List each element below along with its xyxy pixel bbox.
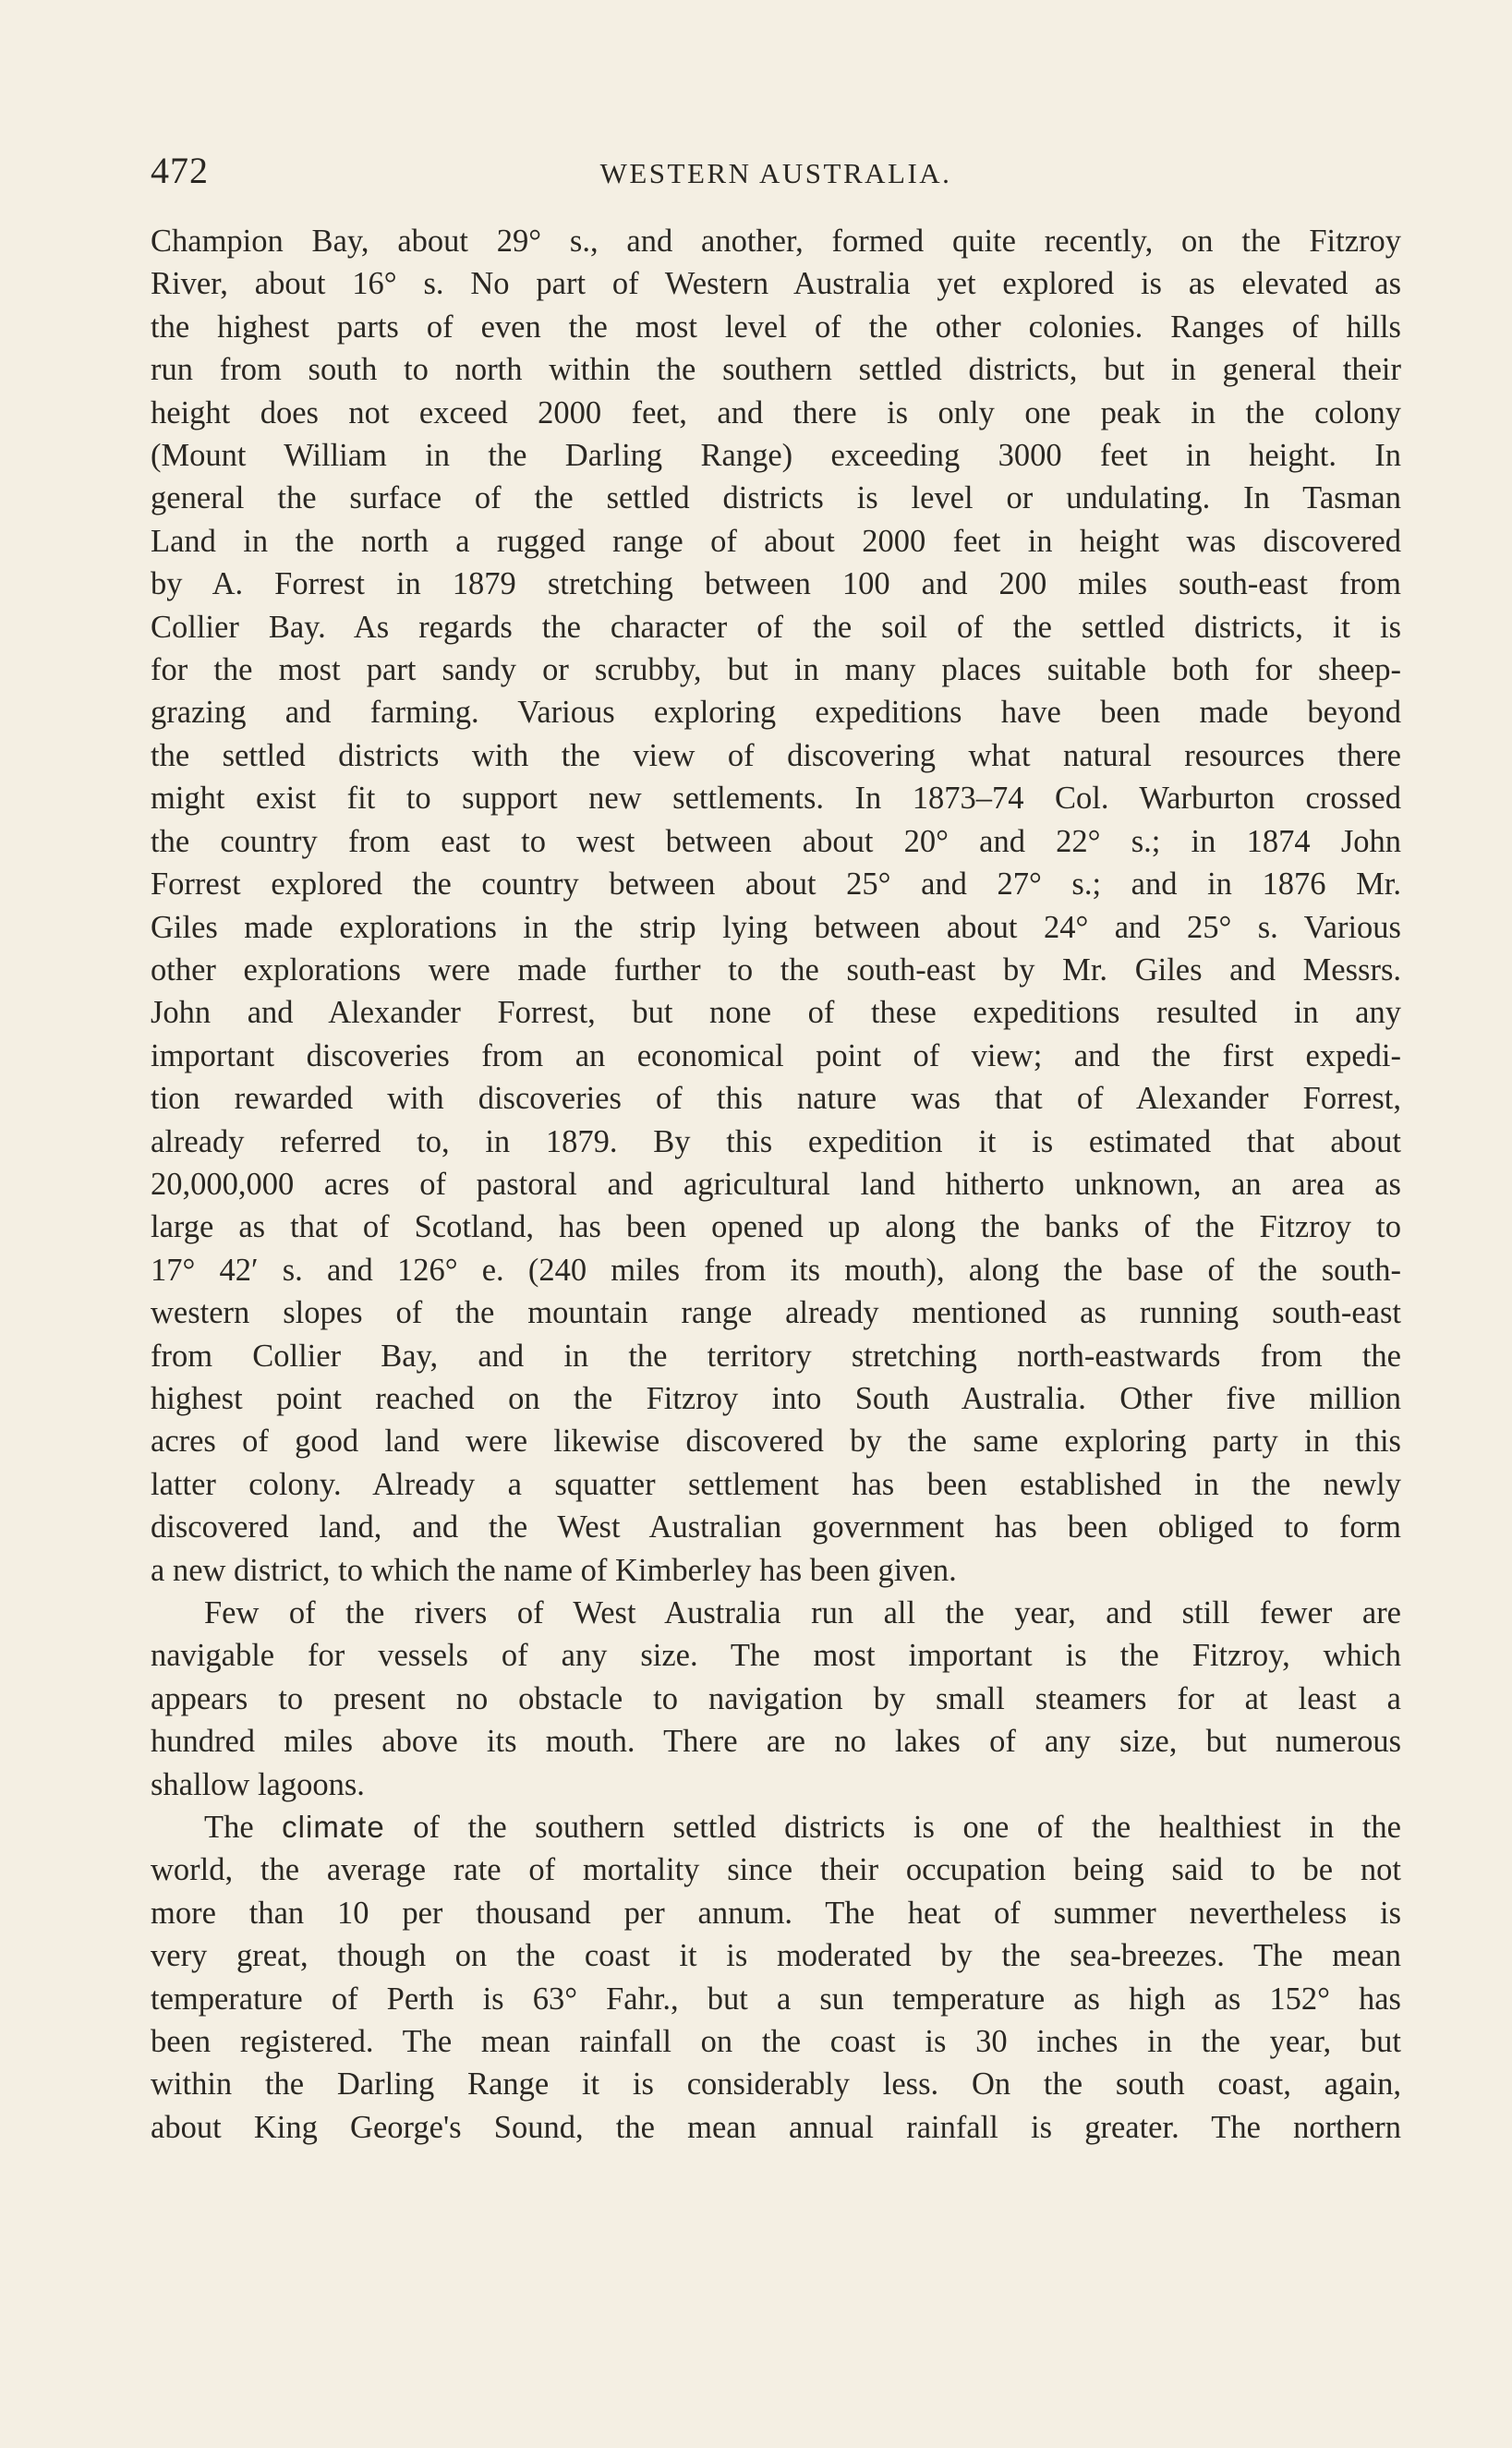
text-line: within the Darling Range it is considerably less. On the south coast, again, — [151, 2066, 1401, 2103]
text-line: highest point reached on the Fitzroy into South Australia. Other five million — [151, 1380, 1401, 1416]
climate-keyword: climate — [282, 1810, 385, 1845]
text-line: hundred miles above its mouth. There are no lakes of any size, but numerous — [151, 1724, 1401, 1760]
text-line: Giles made explorations in the strip lying between about 24° and 25° s. Various — [151, 909, 1401, 945]
text-line: acres of good land were likewise discovered by the same exploring party in this — [151, 1424, 1401, 1460]
text-line: world, the average rate of mortality since their occupation being said to be not — [151, 1852, 1401, 1888]
text-line-climate — [151, 1806, 1401, 1848]
text-line: latter colony. Already a squatter settlement has been established in the newly — [151, 1466, 1401, 1502]
text-line: navigable for vessels of any size. The most important is the Fitzroy, which — [151, 1638, 1401, 1674]
text-line: Land in the north a rugged range of about 2000 feet in height was discovered — [151, 523, 1401, 559]
text-line: height does not exceed 2000 feet, and there is only one peak in the colony — [151, 394, 1401, 430]
text-line: Few of the rivers of West Australia run all the year, and still fewer are — [204, 1595, 1401, 1630]
text-line: from Collier Bay, and in the territory stretching north-eastwards from the — [151, 1338, 1401, 1374]
text-line: grazing and farming. Various exploring expeditions have been made beyond — [151, 695, 1401, 731]
text-line: discovered land, and the West Australian government has been obliged to form — [151, 1509, 1401, 1545]
text-line: tion rewarded with discoveries of this nature was that of Alexander Forrest, — [151, 1081, 1401, 1117]
text-line: other explorations were made further to the south-east by Mr. Giles and Messrs. — [151, 951, 1401, 988]
climate-line-before: The — [204, 1810, 283, 1846]
text-line: Champion Bay, about 29° s., and another, formed quite recently, on the Fitzroy — [151, 224, 1401, 259]
text-line: 17° 42′ s. and 126° e. (240 miles from its mouth), along the base of the south- — [151, 1252, 1401, 1288]
text-line: John and Alexander Forrest, but none of these expeditions resulted in any — [151, 995, 1401, 1031]
text-line: about King George's Sound, the mean annual rainfall is greater. The northern — [151, 2109, 1401, 2145]
text-line: western slopes of the mountain range already mentioned as running south-east — [151, 1295, 1401, 1331]
text-line: Forrest explored the country between about 25° and 27° s.; and in 1876 Mr. — [151, 866, 1401, 903]
climate-line-after: of the southern settled districts is one of the healthiest in the — [384, 1810, 1401, 1846]
text-line: (Mount William in the Darling Range) exceeding 3000 feet in height. In — [151, 438, 1401, 474]
text-line: a new district, to which the name of Kimberley has been given. — [151, 1552, 957, 1588]
text-line: been registered. The mean rainfall on the coast is 30 inches in the year, but — [151, 2024, 1401, 2060]
text-line: very great, though on the coast it is moderated by the sea-breezes. The mean — [151, 1938, 1401, 1974]
text-line: Collier Bay. As regards the character of the soil of the settled districts, it is — [151, 609, 1401, 645]
text-line: important discoveries from an economical point of view; and the first expedi- — [151, 1037, 1401, 1073]
text-line: temperature of Perth is 63° Fahr., but a sun temperature as high as 152° has — [151, 1981, 1401, 2017]
text-line: already referred to, in 1879. By this expedition it is estimated that about — [151, 1123, 1401, 1159]
running-head — [151, 148, 1401, 194]
text-line: appears to present no obstacle to navigation by small steamers for at least a — [151, 1680, 1401, 1716]
text-line: general the surface of the settled districts is level or undulating. In Tasman — [151, 480, 1401, 516]
text-line: shallow lagoons. — [151, 1766, 365, 1802]
text-line: River, about 16° s. No part of Western Australia yet explored is as elevated as — [151, 266, 1401, 302]
text-line: run from south to north within the southern settled districts, but in general their — [151, 352, 1401, 388]
text-line: the settled districts with the view of discovering what natural resources there — [151, 737, 1401, 773]
page-number: 472 — [151, 150, 209, 191]
text-line: by A. Forrest in 1879 stretching between 100 and 200 miles south-east from — [151, 566, 1401, 602]
text-line: the country from east to west between about 20° and 22° s.; in 1874 John — [151, 823, 1401, 859]
text-line: might exist fit to support new settlements. In 1873–74 Col. Warburton crossed — [151, 781, 1401, 817]
text-line: 20,000,000 acres of pastoral and agricultural land hitherto unknown, an area as — [151, 1166, 1401, 1202]
text-line: large as that of Scotland, has been opened up along the banks of the Fitzroy to — [151, 1209, 1401, 1245]
text-line: more than 10 per thousand per annum. The heat of summer nevertheless is — [151, 1895, 1401, 1931]
text-line: the highest parts of even the most level of the other colonies. Ranges of hills — [151, 309, 1401, 345]
running-title: WESTERN AUSTRALIA. — [599, 157, 952, 189]
body-text — [151, 220, 1401, 2149]
text-line: for the most part sandy or scrubby, but in many places suitable both for sheep- — [151, 652, 1401, 688]
